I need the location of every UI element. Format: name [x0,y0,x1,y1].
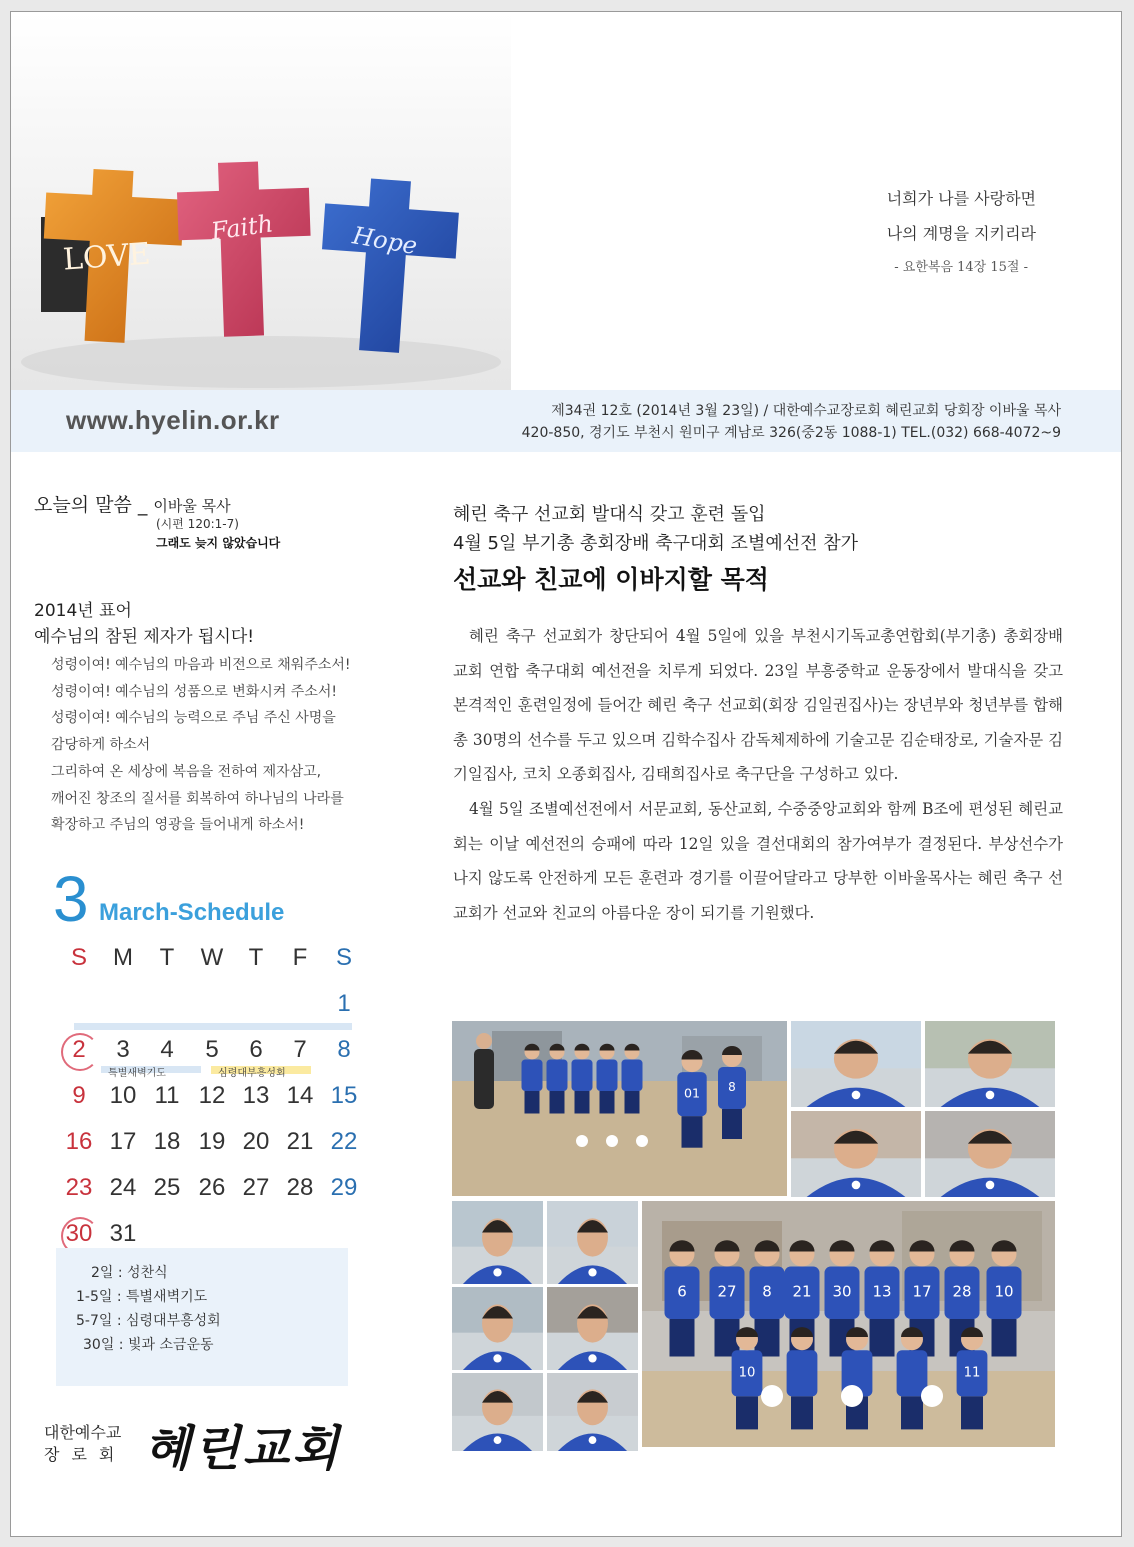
denomination-line-2: 장로회 [44,1445,127,1464]
jersey-number: 10 [738,1365,756,1381]
calendar-day: 7 [293,1036,307,1063]
article-paragraph: 혜린 축구 선교회가 창단되어 4월 5일에 있을 부천시기독교총연합회(부기총) 총회장배 교회 연합 축구대회 예선전을 치루게 되었다. 23일 부흥중학교 운동장에서 발대식을 갖고 본격적인 훈련일정에 들어간 혜린 축구 선교회(회장 김일권집사)는 장년부와 청년부를 합해 총 30명의 선수를 두고 있으며 김학수집사 감독체제하에 기술고문 김순태장로, 기술자문 김기일집사, 코치 오종회집사, 김태희집사로 축구단을 구성하고 있다. [453,627,1063,784]
calendar-day: 14 [286,1082,314,1109]
jersey-number: 27 [717,1282,737,1301]
calendar-day: 1 [337,990,351,1017]
calendar-day: 4 [160,1036,174,1063]
player-portrait [452,1201,543,1284]
motto-body [51,652,351,839]
calendar-day: 8 [337,1036,351,1063]
calendar-day: 28 [286,1174,314,1201]
player-portrait [452,1287,543,1370]
calendar-day: 27 [242,1174,270,1201]
weekday-header: S [70,944,87,971]
calendar-day: 16 [65,1128,93,1155]
calendar-day: 25 [153,1174,181,1201]
motto-line: 확장하고 주님의 영광을 들어내게 하소서! [51,817,305,834]
denomination-line-1: 대한예수교 [44,1423,122,1442]
player-portrait [925,1111,1055,1197]
calendar-day: 31 [109,1220,137,1247]
motto-line: 성령이여! 예수님의 능력으로 주님 주신 사명을 [51,710,336,727]
todays-word-title [34,490,231,517]
calendar-day: 23 [65,1174,93,1201]
article-body [453,619,1063,930]
player-portrait [791,1021,921,1107]
todays-word-label: 오늘의 말씀 [34,494,132,516]
weekday-header: S [335,944,352,971]
jersey-number: 30 [832,1282,852,1301]
calendar-day: 18 [153,1128,181,1155]
event-item: 1-5일 : 특별새벽기도 [76,1289,208,1305]
article-paragraph: 4월 5일 조별예선전에서 서문교회, 동산교회, 수중중앙교회와 함께 B조에 편성된 혜린교회는 이날 예선전의 승패에 따라 12일 있을 결선대회의 참가여부가 결정된다. 부상선수가 나지 않도록 안전하게 모든 훈련과 경기를 이끌어달라고 당부한 이바울목사는 혜린 축구 선교회가 선교와 친교의 아름다운 장이 되기를 기원했다. [453,799,1063,922]
calendar-day: 21 [286,1128,314,1155]
cross-word-faith: Faith [209,209,275,246]
verse-line-1: 너희가 나를 사랑하면 [886,189,1036,208]
player-portrait [925,1021,1055,1107]
calendar-day: 3 [116,1036,130,1063]
jersey-number: 11 [963,1365,981,1381]
jersey-number: 6 [677,1282,687,1301]
jersey-number: 28 [952,1282,972,1301]
title-separator: _ [137,494,148,516]
cross-word-hope: Hope [350,221,420,261]
calendar-note: 심령대부흥성회 [218,1068,286,1079]
schedule-label: March-Schedule [99,899,285,926]
sermon-title: 그래도 늦지 않았습니다 [156,536,281,550]
jersey-number: 10 [994,1282,1014,1301]
motto-title: 예수님의 참된 제자가 됩시다! [34,627,255,647]
player-portrait [547,1201,638,1284]
calendar-day: 19 [198,1128,226,1155]
event-item: 5-7일 : 심령대부흥성회 [76,1313,221,1329]
calendar-day: 6 [249,1036,263,1063]
photo-collage [452,1011,1055,1441]
cross-header-image [11,12,511,390]
motto-line: 그리하여 온 세상에 복음을 전하여 제자삼고, [51,763,322,780]
player-portrait [547,1287,638,1370]
church-url[interactable]: www.hyelin.or.kr [66,405,280,435]
motto-line: 성령이여! 예수님의 마음과 비전으로 채워주소서! [51,657,351,673]
team-group-photo [642,1201,1055,1447]
calendar-day: 30 [65,1220,93,1247]
jersey-number: 8 [728,1080,736,1094]
article-headline-2: 4월 5일 부기총 총회장배 축구대회 조별예선전 참가 [453,533,858,554]
header-verse [887,186,1036,275]
jersey-number: 8 [762,1282,772,1301]
preacher-name: 이바울 목사 [153,497,231,515]
article-title: 선교와 친교에 이바지할 목적 [453,565,769,594]
calendar-note: 특별새벽기도 [108,1068,166,1079]
jersey-number: 13 [872,1282,892,1301]
highlight-circle [61,1033,99,1071]
schedule-month-number: 3 [53,863,89,935]
calendar-day: 26 [198,1174,226,1201]
player-portrait [791,1111,921,1197]
article-headline-1: 혜린 축구 선교회 발대식 갖고 훈련 돌입 [453,504,766,525]
church-name-logo: 혜린교회 [144,1421,342,1477]
calendar-day: 9 [72,1082,86,1109]
calendar-day: 24 [109,1174,137,1201]
calendar-day: 12 [198,1082,226,1109]
motto-line: 감당하게 하소서 [51,737,151,754]
week-arrow [74,1023,352,1030]
team-huddle-photo [452,1021,787,1196]
verse-line-2: 나의 계명을 지키리라 [886,224,1036,243]
calendar-day: 22 [330,1128,358,1155]
calendar-day: 13 [242,1082,270,1109]
march-calendar [46,932,358,1247]
calendar-day: 29 [330,1174,358,1201]
bulletin-page [10,11,1122,1537]
scripture-reference: (시편 120:1-7) [156,517,239,531]
jersey-number: 01 [683,1085,701,1101]
weekday-header: F [292,944,308,971]
calendar-day: 17 [109,1128,137,1155]
calendar-day: 5 [205,1036,219,1063]
issue-info [522,400,1061,444]
verse-reference: - 요한복음 14장 15절 - [894,260,1028,275]
motto-year: 2014년 표어 [34,601,132,621]
weekday-header: T [248,944,264,971]
weekday-header: M [113,944,133,971]
jersey-number: 21 [792,1282,812,1301]
event-item: 30일 : 빛과 소금운동 [83,1337,214,1353]
calendar-day: 10 [109,1082,137,1109]
calendar-day: 2 [72,1036,86,1063]
jersey-number: 17 [912,1282,932,1301]
calendar-day: 11 [154,1082,180,1109]
issue-line-1: 제34권 12호 (2014년 3월 23일) / 대한예수교장로회 혜린교회 당회장 이바울 목사 [551,403,1061,419]
event-list [56,1248,348,1386]
denomination [44,1422,126,1466]
weekday-header: T [159,944,175,971]
motto-line: 깨어진 창조의 질서를 회복하여 하나님의 나라를 [51,790,344,807]
issue-line-2: 420-850, 경기도 부천시 원미구 계남로 326(중2동 1088-1) TEL.(032) 668-4072~9 [521,425,1061,441]
cross-word-love: LOVE [61,236,152,278]
weekday-header: W [200,944,224,971]
player-portrait [547,1373,638,1451]
calendar-day: 20 [242,1128,270,1155]
player-portrait [452,1373,543,1451]
calendar-day: 15 [330,1082,358,1109]
event-item: 2일 : 성찬식 [91,1265,168,1281]
motto-line: 성령이여! 예수님의 성품으로 변화시켜 주소서! [51,683,337,700]
